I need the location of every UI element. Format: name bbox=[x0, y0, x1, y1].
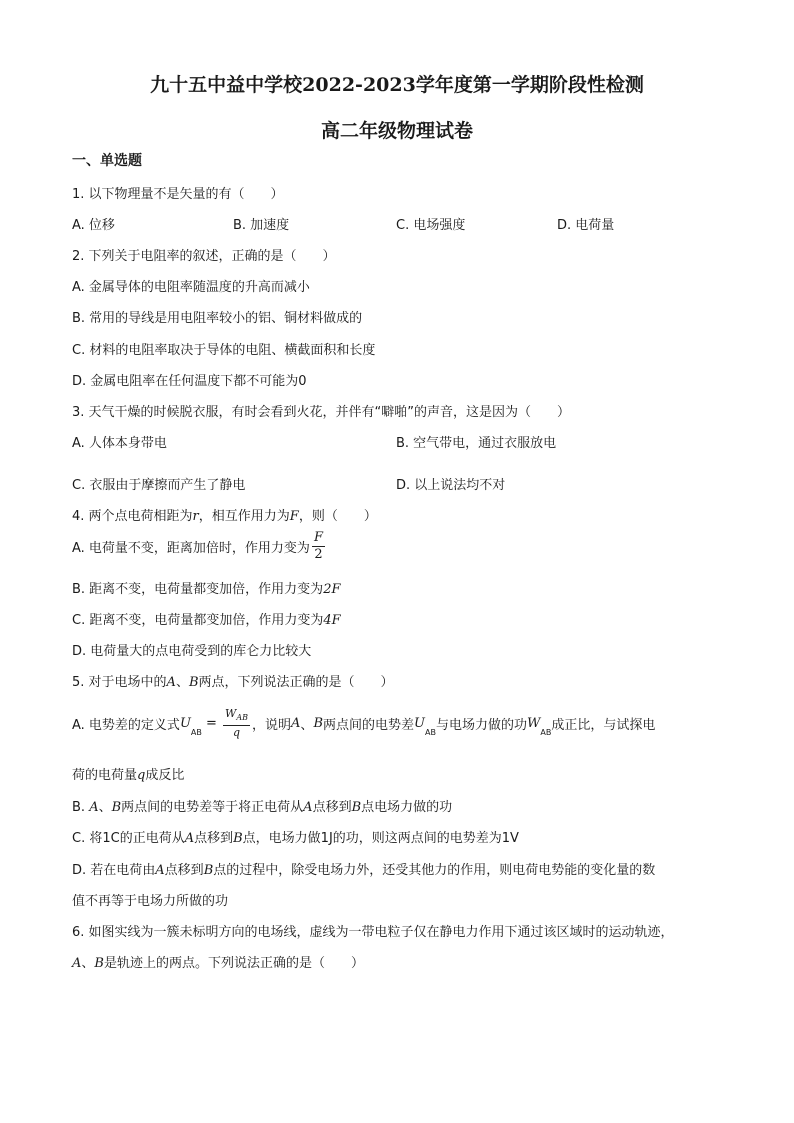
subscript-AB: AB bbox=[540, 728, 552, 738]
text-segment: 点移到 bbox=[164, 863, 204, 878]
separator: 、 bbox=[81, 956, 95, 971]
subscript-AB: AB bbox=[190, 728, 202, 738]
question-2-option-c: C. 材料的电阻率取决于导体的电阻、横截面积和长度 bbox=[72, 343, 376, 358]
fraction-denominator: q bbox=[233, 726, 241, 740]
text-segment: 点的过程中，除受电场力外，还受其他力的作用，则电荷电势能的变化量的数 bbox=[213, 863, 656, 878]
fraction-numerator bbox=[223, 707, 250, 726]
text-segment: 荷的电荷量 bbox=[72, 768, 138, 783]
question-4-option-a-text: A. 电荷量不变，距离加倍时，作用力变为 bbox=[72, 541, 310, 556]
question-3-option-c: C. 衣服由于摩擦而产生了静电 bbox=[72, 478, 246, 493]
question-5-stem bbox=[72, 671, 394, 690]
fraction-F-over-2 bbox=[312, 530, 325, 563]
symbol-W: W bbox=[225, 707, 237, 720]
fraction-numerator: F bbox=[313, 530, 323, 545]
text-segment: 成反比 bbox=[145, 768, 185, 783]
text-segment: D. 若在电荷由 bbox=[72, 863, 156, 878]
point-A: A bbox=[89, 800, 99, 815]
question-4-option-c-text: C. 距离不变，电荷量都变加倍，作用力变为 bbox=[72, 613, 324, 628]
question-4-option-b-value: 2F bbox=[323, 582, 341, 597]
question-4-option-d: D. 电荷量大的点电荷受到的库仑力比较大 bbox=[72, 644, 312, 659]
question-4-option-a bbox=[72, 530, 327, 563]
question-5-option-a-line-2 bbox=[72, 764, 184, 783]
question-3-option-b: B. 空气带电，通过衣服放电 bbox=[396, 436, 557, 451]
exam-title: 九十五中益中学校2022-2023学年度第一学期阶段性检测 bbox=[150, 74, 644, 96]
question-3-stem: 3. 天气干燥的时候脱衣服，有时会看到火花，并伴有“噼啪”的声音，这是因为（ ） bbox=[72, 405, 571, 420]
question-5-option-a bbox=[72, 707, 655, 740]
question-1-option-a: A. 位移 bbox=[72, 218, 115, 233]
text-segment: 两点间的电势差等于将正电荷从 bbox=[121, 800, 304, 815]
text-segment: 点移到 bbox=[194, 831, 234, 846]
question-5-stem-part-2: 两点，下列说法正确的是（ ） bbox=[198, 675, 394, 690]
question-2-stem: 2. 下列关于电阻率的叙述，正确的是（ ） bbox=[72, 249, 336, 264]
question-1-option-b: B. 加速度 bbox=[233, 218, 290, 233]
option-label: B. bbox=[72, 800, 90, 815]
question-5-option-d bbox=[72, 859, 655, 878]
separator: 、 bbox=[300, 718, 314, 734]
question-4-option-c bbox=[72, 609, 341, 628]
question-4-option-c-value: 4F bbox=[323, 613, 341, 628]
subscript-AB: AB bbox=[424, 728, 436, 738]
point-A: A bbox=[166, 675, 176, 690]
question-5-option-a-prefix: A. 电势差的定义式 bbox=[72, 718, 180, 734]
text-segment: 两点间的电势差 bbox=[323, 718, 415, 734]
fraction-W-over-q bbox=[223, 707, 250, 740]
question-5-stem-part-1: 5. 对于电场中的 bbox=[72, 675, 167, 690]
point-B: B bbox=[203, 863, 214, 878]
point-A: A bbox=[184, 831, 195, 846]
section-heading-single-choice: 一、单选题 bbox=[72, 153, 142, 169]
equals-sign: = bbox=[201, 716, 222, 732]
question-3-option-d: D. 以上说法均不对 bbox=[396, 478, 506, 493]
variable-r: r bbox=[192, 509, 199, 524]
point-A: A bbox=[72, 956, 82, 971]
question-6-stem-line-2 bbox=[72, 952, 364, 971]
question-4-option-b bbox=[72, 578, 340, 597]
question-2-option-a: A. 金属导体的电阻率随温度的升高而减小 bbox=[72, 280, 310, 295]
point-B: B bbox=[233, 831, 243, 846]
question-3-option-a: A. 人体本身带电 bbox=[72, 436, 167, 451]
variable-F: F bbox=[289, 509, 299, 524]
point-A: A bbox=[155, 863, 165, 878]
question-1-option-d: D. 电荷量 bbox=[557, 218, 615, 233]
question-4-option-b-text: B. 距离不变，电荷量都变加倍，作用力变为 bbox=[72, 582, 324, 597]
point-B: B bbox=[188, 675, 199, 690]
question-2-option-d: D. 金属电阻率在任何温度下都不可能为0 bbox=[72, 374, 307, 389]
question-5-option-d-line-2: 值不再等于电场力所做的功 bbox=[72, 894, 229, 909]
symbol-U: U bbox=[179, 716, 191, 732]
point-B: B bbox=[94, 956, 104, 971]
separator: 、 bbox=[98, 800, 112, 815]
exam-subtitle: 高二年级物理试卷 bbox=[320, 120, 473, 142]
point-B: B bbox=[111, 800, 122, 815]
text-segment: 点移到 bbox=[312, 800, 352, 815]
symbol-U: U bbox=[414, 716, 425, 732]
text-segment: 成正比，与试探电 bbox=[551, 718, 656, 734]
question-1-stem: 1. 以下物理量不是矢量的有（ ） bbox=[72, 187, 284, 202]
question-2-option-b: B. 常用的导线是用电阻率较小的铝、铜材料做成的 bbox=[72, 311, 363, 326]
question-1-option-c: C. 电场强度 bbox=[396, 218, 466, 233]
text-segment: 点电场力做的功 bbox=[361, 800, 453, 815]
subscript-AB: AB bbox=[236, 713, 249, 723]
question-5-option-c bbox=[72, 827, 519, 846]
text-segment: 点，电场力做1J的功，则这两点间的电势差为1V bbox=[242, 831, 519, 846]
symbol-q: q bbox=[137, 768, 146, 783]
fraction-denominator: 2 bbox=[314, 547, 323, 562]
question-5-option-b bbox=[72, 796, 452, 815]
text-segment: 是轨迹上的两点。下列说法正确的是（ ） bbox=[103, 956, 364, 971]
text-segment: ，说明 bbox=[252, 718, 292, 734]
text-segment: 与电场力做的功 bbox=[435, 718, 527, 734]
separator: 、 bbox=[175, 675, 189, 690]
question-4-stem-part-3: ，则（ ） bbox=[298, 509, 377, 524]
point-B: B bbox=[351, 800, 362, 815]
point-A: A bbox=[291, 716, 301, 732]
question-6-stem: 6. 如图实线为一簇未标明方向的电场线，虚线为一带电粒子仅在静电力作用下通过该区域时的运动轨迹， bbox=[72, 925, 674, 940]
symbol-W: W bbox=[526, 716, 541, 732]
question-4-stem-part-1: 4. 两个点电荷相距为 bbox=[72, 509, 193, 524]
text-segment: C. 将1C的正电荷从 bbox=[72, 831, 185, 846]
question-4-stem bbox=[72, 505, 377, 524]
point-A: A bbox=[303, 800, 313, 815]
point-B: B bbox=[313, 716, 323, 732]
question-4-stem-part-2: ，相互作用力为 bbox=[198, 509, 290, 524]
